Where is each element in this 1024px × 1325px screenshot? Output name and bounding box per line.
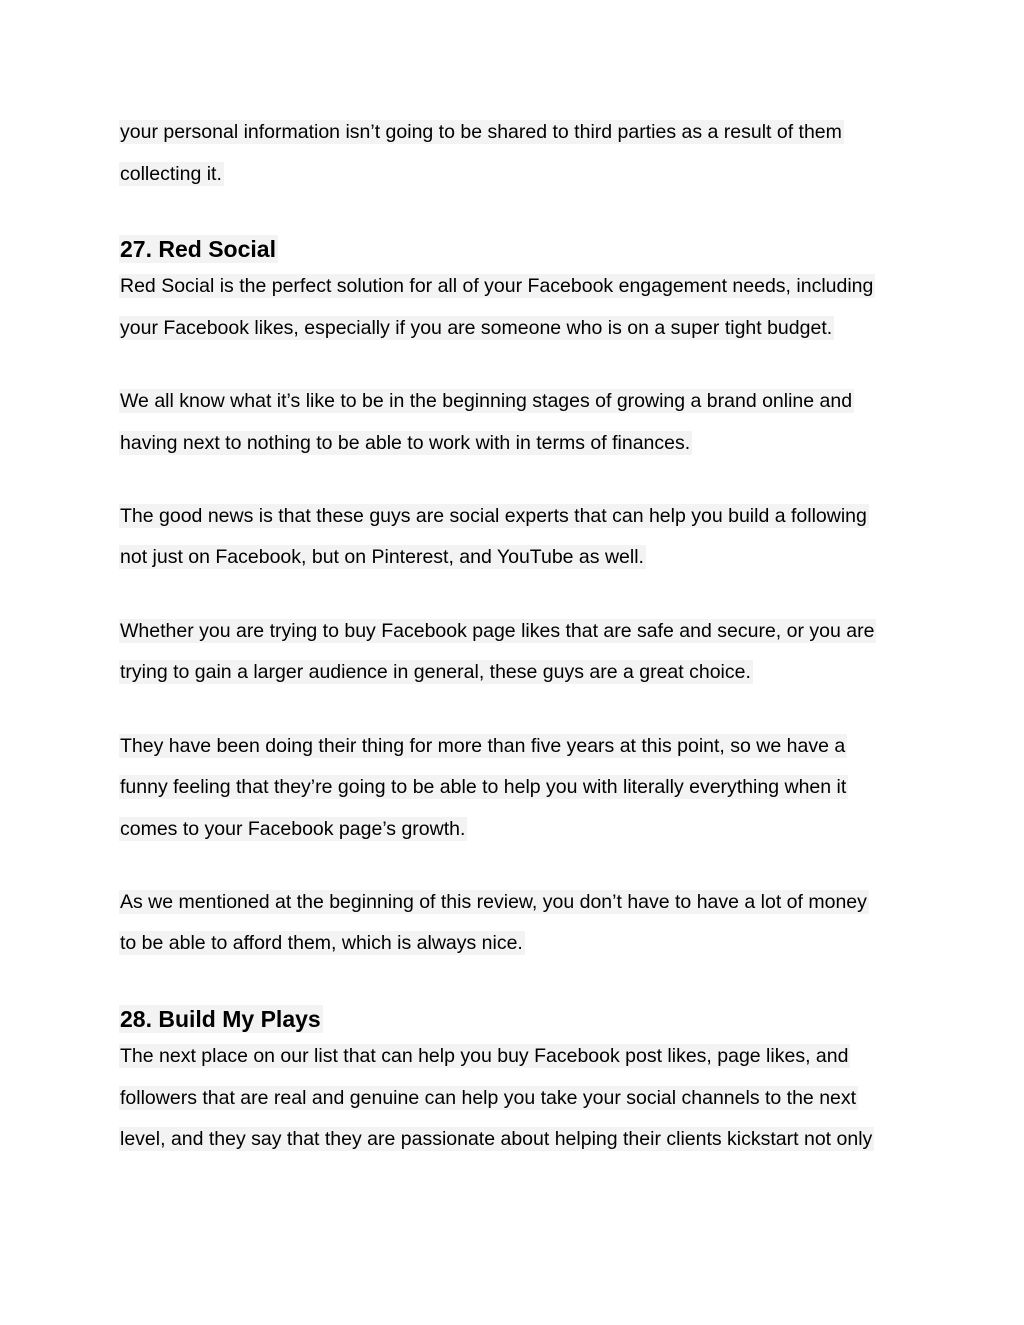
paragraph-line: Red Social is the perfect solution for all of your Facebook engagement needs, including	[120, 275, 874, 297]
paragraph-line: Whether you are trying to buy Facebook page likes that are safe and secure, or you are	[120, 620, 875, 642]
section-heading-build-my-plays: 28. Build My Plays	[120, 1006, 321, 1032]
paragraph-line: comes to your Facebook page’s growth.	[120, 818, 466, 840]
paragraph-line: As we mentioned at the beginning of this review, you don’t have to have a lot of money	[120, 891, 867, 913]
paragraph-line: followers that are real and genuine can help you take your social channels to the next	[120, 1087, 857, 1109]
intro-line-1: your personal information isn’t going to be shared to third parties as a result of them	[120, 121, 842, 143]
paragraph-line: not just on Facebook, but on Pinterest, and YouTube as well.	[120, 546, 644, 568]
paragraph-line: We all know what it’s like to be in the beginning stages of growing a brand online and	[120, 390, 853, 412]
paragraph-line: The next place on our list that can help you buy Facebook post likes, page likes, and	[120, 1045, 849, 1067]
paragraph-line: having next to nothing to be able to work with in terms of finances.	[120, 432, 691, 454]
section-heading-red-social: 27. Red Social	[120, 236, 276, 262]
paragraph-line: trying to gain a larger audience in general, these guys are a great choice.	[120, 661, 751, 683]
paragraph-line: They have been doing their thing for more than five years at this point, so we have a	[120, 735, 846, 757]
paragraph-line: to be able to afford them, which is always nice.	[120, 932, 523, 954]
intro-line-2: collecting it.	[120, 163, 222, 185]
paragraph-line: your Facebook likes, especially if you are someone who is on a super tight budget.	[120, 317, 833, 339]
paragraph-line: level, and they say that they are passionate about helping their clients kickstart not only	[120, 1128, 873, 1150]
paragraph-line: funny feeling that they’re going to be able to help you with literally everything when it	[120, 776, 847, 798]
paragraph-line: The good news is that these guys are social experts that can help you build a following	[120, 505, 867, 527]
